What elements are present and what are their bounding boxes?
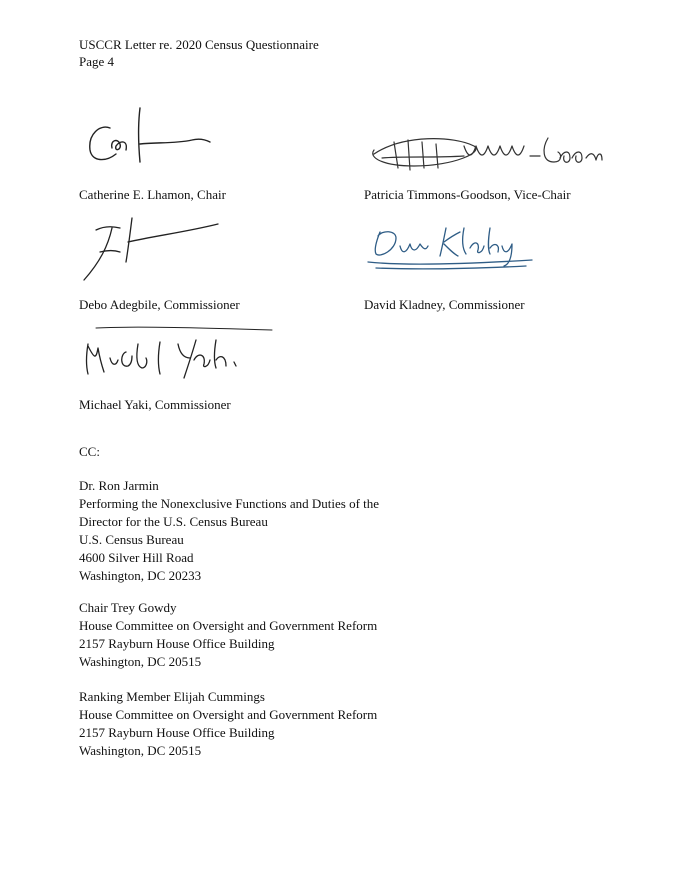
signature-adegbile [78, 210, 228, 285]
address-line: Washington, DC 20515 [79, 743, 202, 758]
address-line: House Committee on Oversight and Government Reform [79, 618, 378, 633]
signatory-name-timmons-goodson: Patricia Timmons-Goodson, Vice-Chair [364, 187, 571, 202]
letter-title: USCCR Letter re. 2020 Census Questionnaire [79, 37, 319, 52]
cc-recipient-cummings [79, 688, 377, 760]
page-number: Page 4 [79, 54, 115, 69]
signatory-name-yaki: Michael Yaki, Commissioner [79, 397, 231, 412]
signatory-name-adegbile: Debo Adegbile, Commissioner [79, 297, 240, 312]
signature-kladney [366, 220, 536, 275]
address-line: Director for the U.S. Census Bureau [79, 514, 268, 529]
address-line: Chair Trey Gowdy [79, 600, 177, 615]
signature-yaki [76, 322, 276, 382]
address-line: Washington, DC 20233 [79, 568, 202, 583]
address-line: 2157 Rayburn House Office Building [79, 636, 275, 651]
cc-recipient-jarmin [79, 477, 379, 585]
address-line: 4600 Silver Hill Road [79, 550, 194, 565]
address-line: Washington, DC 20515 [79, 654, 202, 669]
address-line: 2157 Rayburn House Office Building [79, 725, 275, 740]
address-line: U.S. Census Bureau [79, 532, 184, 547]
address-line: Performing the Nonexclusive Functions and Duties of the [79, 496, 380, 511]
cc-label: CC: [79, 444, 100, 459]
address-line: House Committee on Oversight and Government Reform [79, 707, 378, 722]
signature-timmons-goodson [364, 128, 604, 178]
address-line: Dr. Ron Jarmin [79, 478, 159, 493]
signatory-name-lhamon: Catherine E. Lhamon, Chair [79, 187, 226, 202]
address-line: Ranking Member Elijah Cummings [79, 689, 265, 704]
signature-lhamon [82, 100, 222, 170]
signatory-name-kladney: David Kladney, Commissioner [364, 297, 525, 312]
cc-recipient-gowdy [79, 599, 377, 671]
